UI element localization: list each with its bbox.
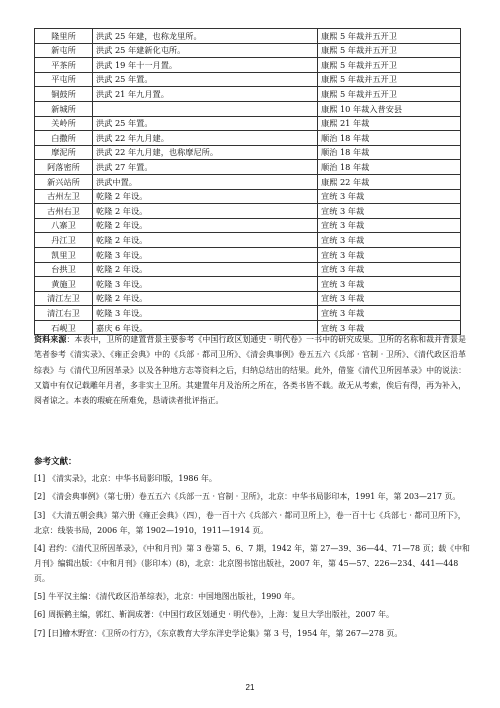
cell-name: 石岘卫 (35, 320, 93, 335)
table-row (35, 131, 461, 146)
table-row (35, 204, 461, 219)
cell-name: 平茶所 (35, 58, 93, 73)
reference-text: 周振鹤主编，郭红、靳润成著：《中国行政区划通史 · 明代卷》，上海：复旦大学出版社，2007 年。 (48, 610, 394, 620)
cell-build: 洪武 25 年置。 (93, 72, 318, 87)
table-row (35, 160, 461, 175)
cell-name: 平屯所 (35, 72, 93, 87)
reference-text: 《清实录》，北京：中华书局影印版，1986 年。 (48, 474, 217, 483)
references-list (34, 472, 470, 645)
garrison-table (34, 28, 461, 335)
cell-build: 乾隆 2 年设。 (93, 204, 318, 219)
cell-build: 洪武中置。 (93, 174, 318, 189)
cell-abolish: 宣统 3 年裁 (318, 291, 461, 306)
table-row (35, 233, 461, 248)
cell-abolish: 宣统 3 年裁 (318, 320, 461, 335)
reference-text: 《清会典事例》（第七册）卷五五六《兵部一五 · 官制 · 卫所》，北京：中华书局影印本，1991 年，第 203—217 页。 (48, 492, 461, 502)
cell-name: 古州左卫 (35, 189, 93, 204)
reference-number: [2] (34, 492, 46, 502)
table-row (35, 58, 461, 73)
reference-item (34, 472, 470, 487)
cell-build: 嘉庆 6 年设。 (93, 320, 318, 335)
cell-abolish: 康熙 5 年裁并五开卫 (318, 87, 461, 102)
cell-name: 新城所 (35, 101, 93, 116)
source-note-label: 资料来源 (34, 335, 67, 344)
cell-abolish: 宣统 3 年裁 (318, 247, 461, 262)
reference-number: [3] (34, 510, 46, 520)
cell-abolish: 宣统 3 年裁 (318, 204, 461, 219)
reference-item (34, 608, 470, 623)
reference-number: [4] (34, 543, 46, 553)
cell-abolish: 康熙 10 年裁入普安县 (318, 101, 461, 116)
reference-text: [日]檜木野宣：《卫所の行方》，《东京教育大学东洋史学论集》第 3 号，1954 年，第 267—278 页。 (48, 628, 403, 638)
cell-name: 关岭所 (35, 116, 93, 131)
cell-abolish: 康熙 22 年裁 (318, 174, 461, 189)
cell-build: 洪武 22 年九月建。 (93, 131, 318, 146)
table-row (35, 116, 461, 131)
cell-abolish: 康熙 5 年裁并五开卫 (318, 72, 461, 87)
reference-text: 《大清五朝会典》第六册《雍正会典》（四），卷一百十六《兵部六 · 都司卫所上》，卷一百十七《兵部七 · 都司卫所下》，北京：线装书局，2006 年，第 1902—1910，1911—1914 页。 (34, 510, 466, 535)
table-row (35, 87, 461, 102)
cell-abolish: 康熙 5 年裁并五开卫 (318, 29, 461, 44)
cell-abolish: 宣统 3 年裁 (318, 218, 461, 233)
table-row (35, 189, 461, 204)
cell-name: 丹江卫 (35, 233, 93, 248)
cell-build: 洪武 25 年建新化屯所。 (93, 43, 318, 58)
cell-name: 清江右卫 (35, 306, 93, 321)
page-number: 21 (245, 683, 255, 692)
table-row (35, 145, 461, 160)
cell-name: 摩泥所 (35, 145, 93, 160)
table-row (35, 29, 461, 44)
reference-item (34, 542, 470, 586)
table-row (35, 306, 461, 321)
table-row (35, 218, 461, 233)
reference-item (34, 490, 470, 505)
cell-name: 新兴站所 (35, 174, 93, 189)
cell-build: 洪武 19 年十一月置。 (93, 58, 318, 73)
table-row (35, 72, 461, 87)
cell-abolish: 宣统 3 年裁 (318, 262, 461, 277)
table-row (35, 174, 461, 189)
table-row (35, 277, 461, 292)
cell-build: 乾隆 3 年设。 (93, 247, 318, 262)
reference-item (34, 509, 470, 539)
reference-item (34, 627, 470, 642)
cell-name: 新屯所 (35, 43, 93, 58)
cell-name: 八寨卫 (35, 218, 93, 233)
cell-name: 黄施卫 (35, 277, 93, 292)
cell-abolish: 宣统 3 年裁 (318, 277, 461, 292)
cell-build: 乾隆 2 年设。 (93, 218, 318, 233)
cell-name: 白撒所 (35, 131, 93, 146)
table-row (35, 291, 461, 306)
cell-build: 洪武 22 年九月建，也称摩尼所。 (93, 145, 318, 160)
cell-name: 台拱卫 (35, 262, 93, 277)
cell-abolish: 康熙 5 年裁并五开卫 (318, 58, 461, 73)
cell-abolish: 康熙 5 年裁并五开卫 (318, 43, 461, 58)
cell-abolish: 顺治 18 年裁 (318, 131, 461, 146)
cell-abolish: 顺治 18 年裁 (318, 160, 461, 175)
cell-build (93, 101, 318, 116)
cell-name: 铜鼓所 (35, 87, 93, 102)
reference-text: 牛平汉主编：《清代政区沿革综表》，北京：中国地图出版社，1990 年。 (48, 591, 300, 601)
reference-item (34, 590, 470, 605)
references-title-text: 参考文献 (34, 457, 69, 467)
reference-number: [6] (34, 610, 46, 620)
table-row (35, 262, 461, 277)
cell-build: 乾隆 3 年设。 (93, 277, 318, 292)
cell-build: 乾隆 2 年设。 (93, 189, 318, 204)
cell-name: 阿落密所 (35, 160, 93, 175)
cell-abolish: 康熙 21 年裁 (318, 116, 461, 131)
table-row (35, 247, 461, 262)
cell-build: 乾隆 2 年设。 (93, 291, 318, 306)
cell-build: 乾隆 2 年设。 (93, 262, 318, 277)
references-title: 参考文献： (34, 457, 77, 467)
cell-abolish: 宣统 3 年裁 (318, 189, 461, 204)
cell-name: 凯里卫 (35, 247, 93, 262)
cell-name: 清江左卫 (35, 291, 93, 306)
cell-abolish: 宣统 3 年裁 (318, 306, 461, 321)
cell-abolish: 顺治 18 年裁 (318, 145, 461, 160)
reference-number: [1] (34, 474, 46, 483)
cell-name: 隆里所 (35, 29, 93, 44)
cell-build: 洪武 21 年九月置。 (93, 87, 318, 102)
cell-build: 洪武 25 年置。 (93, 116, 318, 131)
cell-name: 古州右卫 (35, 204, 93, 219)
reference-number: [5] (34, 591, 46, 601)
cell-build: 洪武 25 年建，也称龙里所。 (93, 29, 318, 44)
reference-text: 君约：《清代卫所因革录》，《中和月刊》第 3 卷第 5、6、7 期，1942 年，第 27—39、36—44、71—78 页；载《中和月刊》编辑出版：《中和月刊》（影印本）(8)，北京：北京图书馆出版社，2007 年，第 45—57、226—234、441—448 页。 (34, 543, 470, 583)
reference-number: [7] (34, 628, 46, 638)
source-note-text: ：本表中，卫所的建置背景主要参考《中国行政区划通史 · 明代卷》一书中的研究成果。卫所的名称和裁并背景是笔者参考《清实录》、《雍正会典》中的《兵部 · 都司卫所》、《清会典事例》卷五五六《兵部 · 官制 · 卫所》、《清代政区沿革综表》与《清代卫所因革录》以及各种地方志等资料之后，归纳总结出的结果。此外，借鉴《清代卫所因革录》中的说法：又篇中有仅记载雕年月者，多非实土卫所。其建置年月及治所之所在，各类书皆不载。故无从考索，俟后有得，再为补入，阅者谅之。本表的瑕疵在所难免，恳请读者批评指正。 (34, 335, 467, 406)
cell-abolish: 宣统 3 年裁 (318, 233, 461, 248)
cell-build: 乾隆 3 年设。 (93, 306, 318, 321)
source-note (34, 332, 466, 408)
table-row (35, 43, 461, 58)
cell-build: 乾隆 2 年设。 (93, 233, 318, 248)
cell-build: 洪武 27 年置。 (93, 160, 318, 175)
table-row (35, 101, 461, 116)
